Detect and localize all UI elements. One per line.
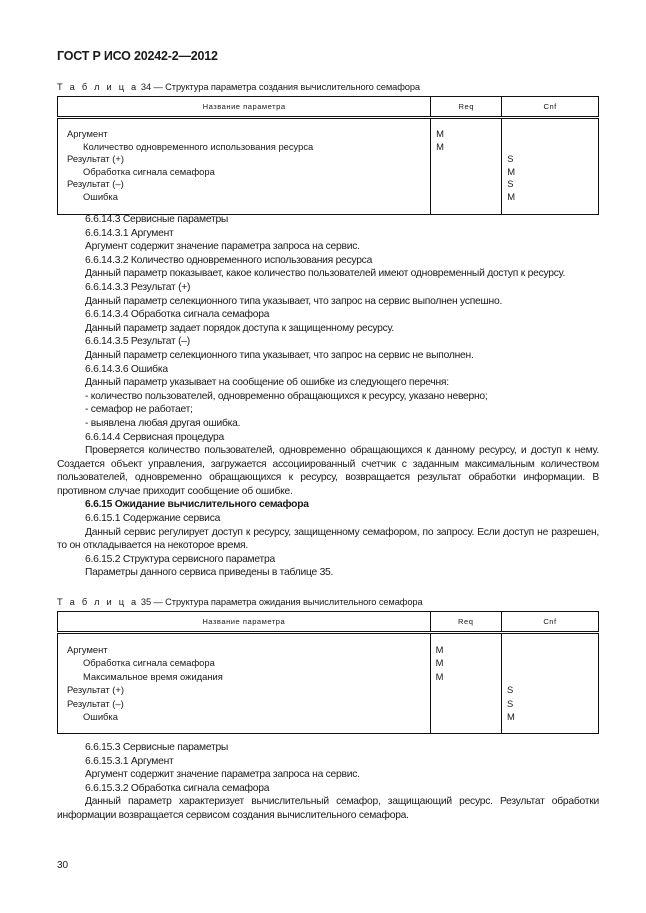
req-cell [431,634,501,733]
param-name: Максимальное время ожидания [83,670,223,682]
cnf-value: S [507,178,514,190]
section-6-6-14-text [57,213,599,580]
paragraph: Проверяется количество пользователей, одновременно обращающихся к данному ресурсу, и доступ к нему. Создается объект управления, загружается ассоциированный счетчик с заданным максимальным количеством пользователей, одновременно обращающихся к ресурсу, возвращается результат обработки информации. В противном случае приходит сообщение об ошибке. [57,445,599,497]
param-name: Количество одновременного использования ресурса [83,140,314,152]
paragraph: 6.6.15.3.2 Обработка сигнала семафора [85,782,270,794]
param-name: Ошибка [83,711,118,723]
column-header-req: Req [430,612,501,633]
section-6-6-15-3-text [57,741,599,823]
cnf-value: M [507,190,516,202]
param-name: Результат (–) [67,178,124,190]
cnf-cell [502,634,598,733]
paragraph: Аргумент содержит значение параметра запроса на сервис. [85,769,360,781]
cnf-value: S [506,697,514,709]
cnf-value: S [506,684,514,696]
req-value: M [435,657,444,669]
table-34 [57,96,599,215]
paragraph: 6.6.14.4 Сервисная процедура [85,431,224,443]
section-heading: 6.6.15 Ожидание вычислительного семафора [85,499,309,511]
param-name: Обработка сигнала семафора [83,657,215,669]
table-title: 35 — Структура параметра ожидания вычислительного семафора [138,597,423,607]
paragraph: 6.6.14.3.3 Результат (+) [85,281,191,293]
list-item: - семафор не работает; [85,404,193,416]
paragraph: 6.6.15.3.1 Аргумент [85,755,174,767]
cnf-value: M [507,165,516,177]
column-header-cnf: Cnf [501,612,598,633]
param-name: Ошибка [83,190,118,202]
req-cell [431,119,501,214]
param-name: Аргумент [67,644,108,655]
cnf-value: M [506,711,515,723]
paragraph: Данный параметр показывает, какое количество пользователей имеют одновременный доступ к ресурсу. [85,268,566,280]
req-value: M [436,128,444,139]
param-name: Аргумент [67,128,108,139]
paragraph: 6.6.15.3 Сервисные параметры [85,742,229,753]
param-name: Обработка сигнала семафора [83,165,215,177]
column-header-cnf: Cnf [502,97,599,118]
table-35-caption [57,597,423,607]
paragraph: Аргумент содержит значение параметра запроса на сервис. [85,241,360,253]
paragraph: Данный параметр характеризует вычислительный семафор, защищающий ресурс. Результат обработки информации возвращается сервисом создания вычислительного семафора. [57,796,599,821]
table-35 [57,611,599,734]
table-34-caption [57,82,420,92]
req-value: M [436,140,444,152]
param-name: Результат (+) [67,153,124,165]
paragraph: Данный параметр задает порядок доступа к защищенному ресурсу. [85,322,395,334]
column-header-name: Название параметра [58,612,431,633]
paragraph: Данный параметр селекционного типа указывает, что запрос на сервис не выполнен. [85,349,474,361]
paragraph: Данный сервис регулирует доступ к ресурсу, защищенному семафором, по запросу. Если доступ не разрешен, то он откладывается на некоторое время. [57,526,599,552]
table-row [58,118,599,215]
cnf-value: S [507,153,514,165]
paragraph: 6.6.14.3.5 Результат (–) [85,336,190,348]
column-header-name: Название параметра [58,97,431,118]
page-number: 30 [57,860,69,871]
paragraph: 6.6.14.3.2 Количество одновременного использования ресурса [85,254,373,266]
paragraph: 6.6.15.2 Структура сервисного параметра [85,553,275,565]
paragraph: Данный параметр указывает на сообщение об ошибке из следующего перечня: [85,377,449,389]
req-value: M [435,670,444,682]
paragraph: 6.6.14.3.6 Ошибка [85,363,168,375]
paragraph: Параметры данного сервиса приведены в таблице 35. [85,567,334,579]
table-label: Т а б л и ц а [57,597,139,607]
list-item: - количество пользователей, одновременно обращающихся к ресурсу, указано неверно; [85,390,488,402]
paragraph: Данный параметр селекционного типа указывает, что запрос на сервис выполнен успешно. [85,295,503,307]
paragraph: 6.6.14.3.1 Аргумент [85,227,174,239]
column-header-req: Req [431,97,502,118]
names-cell [58,119,430,214]
table-row [58,633,599,734]
table-title: 34 — Структура параметра создания вычислительного семафора [138,82,420,92]
paragraph: 6.6.15.1 Содержание сервиса [85,513,221,525]
param-name: Результат (–) [67,697,124,709]
param-name: Результат (+) [67,684,124,696]
cnf-cell [502,119,598,214]
names-cell [58,634,430,733]
list-item: - выявлена любая другая ошибка. [85,417,241,429]
table-label: Т а б л и ц а [57,82,139,92]
paragraph: 6.6.14.3 Сервисные параметры [85,214,229,225]
req-value: M [435,644,444,655]
paragraph: 6.6.14.3.4 Обработка сигнала семафора [85,309,270,321]
document-header: ГОСТ Р ИСО 20242-2—2012 [57,49,218,63]
